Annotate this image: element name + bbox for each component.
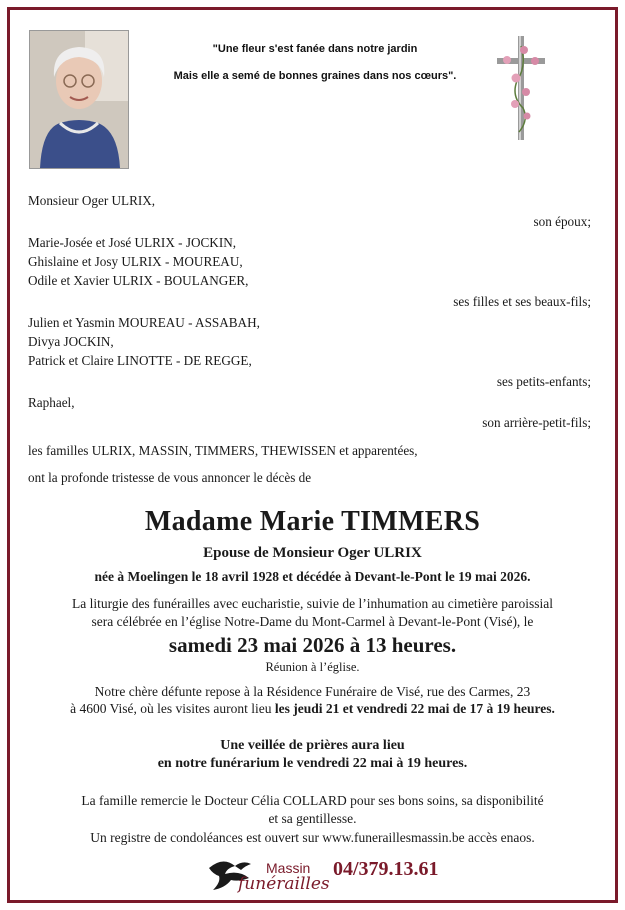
- visiting-hours: les jeudi 21 et vendredi 22 mai de 17 à 19 heures.: [274, 701, 555, 716]
- vigil-line-1: Une veillée de prières aura lieu: [220, 738, 405, 753]
- rest-line-2: [0, 701, 625, 717]
- cross-with-roses-icon: [497, 36, 545, 140]
- condolence-register-line: Un registre de condoléances est ouvert sur www.funeraillesmassin.be accès enaos.: [90, 830, 535, 845]
- relation-label: son époux;: [533, 214, 591, 229]
- announcement-line: ont la profonde tristesse de vous annoncer le décès de: [28, 470, 312, 485]
- birth-death-line: née à Moelingen le 18 avril 1928 et décédée à Devant-le-Pont le 19 mai 2026.: [94, 569, 531, 584]
- brand-name-line-2: funérailles: [238, 874, 330, 894]
- quote-line-1: "Une fleur s'est fanée dans notre jardin: [212, 43, 418, 55]
- relation-label: son arrière-petit-fils;: [482, 415, 591, 430]
- brand-name-line-1: Massin: [266, 860, 311, 876]
- rest-line-2-start: à 4600 Visé, où les visites auront lieu: [70, 701, 275, 716]
- family-line: Marie-Josée et José ULRIX - JOCKIN,: [28, 235, 237, 250]
- family-line: Patrick et Claire LINOTTE - DE REGGE,: [28, 353, 252, 368]
- phone-number: 04/379.13.61: [333, 858, 439, 880]
- family-line: les familles ULRIX, MASSIN, TIMMERS, THEWISSEN et apparentées,: [28, 443, 418, 458]
- family-line: Raphael,: [28, 395, 75, 410]
- liturgy-line-1: La liturgie des funérailles avec eucharistie, suivie de l’inhumation au cimetière paroissial: [71, 596, 554, 611]
- rest-line-1: Notre chère défunte repose à la Résidence Funéraire de Visé, rue des Carmes, 23: [94, 684, 531, 699]
- liturgy-line-2: sera célébrée en l’église Notre-Dame du Mont-Carmel à Devant-le-Pont (Visé), le: [91, 614, 534, 629]
- family-line: Monsieur Oger ULRIX,: [28, 193, 156, 208]
- relation-label: ses petits-enfants;: [496, 374, 591, 389]
- family-line: Divya JOCKIN,: [28, 334, 114, 349]
- portrait-photo: [29, 30, 129, 169]
- family-line: Julien et Yasmin MOUREAU - ASSABAH,: [28, 315, 260, 330]
- quote-line-2: Mais elle a semé de bonnes graines dans nos cœurs".: [173, 70, 457, 82]
- meeting-place: Réunion à l’église.: [265, 660, 360, 674]
- thanks-line-1: La famille remercie le Docteur Célia COLLARD pour ses bons soins, sa disponibilité: [81, 793, 544, 808]
- funeral-date: samedi 23 mai 2026 à 13 heures.: [168, 633, 457, 657]
- relation-label: ses filles et ses beaux-fils;: [453, 294, 591, 309]
- spouse-line: Epouse de Monsieur Oger ULRIX: [203, 545, 422, 561]
- family-line: Ghislaine et Josy ULRIX - MOUREAU,: [28, 254, 243, 269]
- family-line: Odile et Xavier ULRIX - BOULANGER,: [28, 273, 249, 288]
- deceased-name: Madame Marie TIMMERS: [144, 506, 481, 537]
- vigil-line-2: en notre funérarium le vendredi 22 mai à 19 heures.: [157, 756, 468, 771]
- thanks-line-2: et sa gentillesse.: [268, 811, 357, 826]
